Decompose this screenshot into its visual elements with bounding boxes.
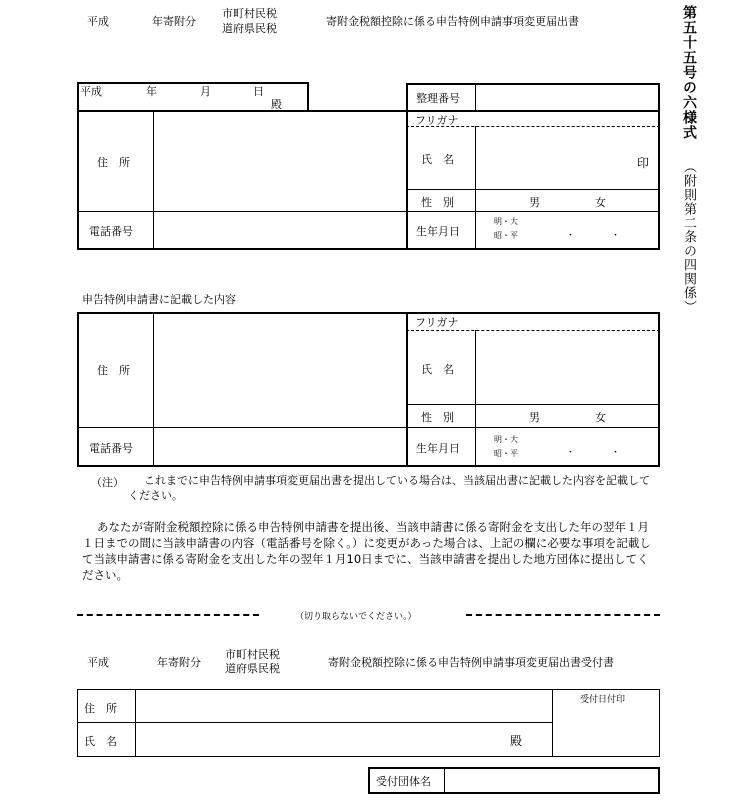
date-month: 月 (200, 85, 211, 98)
header-era: 平成 (87, 15, 109, 28)
form-title: 寄附金税額控除に係る申告特例申請事項変更届出書 (326, 15, 579, 28)
prev-phone-label: 電話番号 (89, 442, 133, 455)
phone-field[interactable] (156, 214, 404, 247)
receipt-era: 平成 (87, 656, 109, 669)
name-label: 氏 名 (421, 153, 454, 166)
birthdate-label: 生年月日 (416, 225, 460, 238)
prev-gender-female-option[interactable]: 女 (595, 411, 606, 424)
name-field[interactable] (478, 129, 628, 187)
cut-line-right (466, 614, 660, 616)
gender-female-option[interactable]: 女 (595, 196, 606, 209)
date-day: 日 (253, 85, 264, 98)
receipt-name-label: 氏 名 (84, 735, 117, 748)
receipt-year-suffix: 年寄附分 (157, 656, 201, 669)
prev-birth-era-top: 明・大 (494, 435, 518, 444)
receiving-organization-field[interactable] (446, 769, 658, 792)
receipt-honorific: 殿 (510, 734, 523, 748)
address-field[interactable] (156, 113, 404, 209)
gender-male-option[interactable]: 男 (529, 196, 540, 209)
receiving-organization-label: 受付団体名 (376, 775, 431, 788)
prev-gender-label: 性 別 (421, 411, 454, 424)
prev-address-label: 住 所 (97, 364, 130, 377)
birth-era-top: 明・大 (494, 217, 518, 226)
prev-address-field[interactable] (156, 315, 404, 425)
addressee-honorific: 殿 (271, 98, 282, 111)
prev-furigana-label: フリガナ (415, 316, 459, 329)
receipt-address-label: 住 所 (84, 702, 117, 715)
note-text: これまでに申告特例申請事項変更届出書を提出している場合は、当該届出書に記載した内容を記載してください。 (128, 474, 650, 502)
receipt-name-field[interactable] (137, 724, 497, 755)
cut-notice: （切り取らないでください。） (295, 612, 417, 622)
prev-birth-era-bottom: 昭・平 (494, 449, 518, 458)
receipt-date-stamp-label: 受付日付印 (580, 695, 626, 705)
header-year-suffix: 年寄附分 (152, 15, 196, 28)
date-year: 年 (146, 85, 157, 98)
instruction-text: あなたが寄附金税額控除に係る申告特例申請書を提出後、当該申請書に係る寄附金を支出した年の翌年１月１日までの間に当該申請書の内容（電話番号を除く。）に変更があった場合は、上記の欄に必要な事項を記載して当該申請書に係る寄附金を支出した年の翌年１月10日までに、当該申請書を提出した地方団体に提出してください。 (82, 520, 651, 582)
prev-name-field[interactable] (478, 333, 656, 401)
prev-birth-date-separators: ・ ・ (566, 448, 621, 458)
address-label: 住 所 (97, 156, 130, 169)
prev-gender-male-option[interactable]: 男 (529, 411, 540, 424)
phone-label: 電話番号 (89, 225, 133, 238)
receipt-address-field[interactable] (137, 691, 550, 720)
furigana-label: フリガナ (415, 114, 459, 127)
reference-number-label: 整理番号 (416, 92, 460, 105)
form-number: 第五十五号の六様式 (681, 5, 697, 140)
birth-era-bottom: 昭・平 (494, 231, 518, 240)
receipt-tax-prefectural: 道府県民税 (225, 662, 280, 675)
prev-name-label: 氏 名 (421, 363, 454, 376)
prev-birthdate-label: 生年月日 (416, 442, 460, 455)
reference-number-field[interactable] (477, 85, 657, 110)
note-mark: （注） (91, 476, 124, 489)
header-tax-municipal: 市町村民税 (222, 7, 277, 20)
form-number-note: （附則第二条の四関係） (681, 160, 696, 314)
prev-phone-field[interactable] (156, 430, 404, 464)
date-era: 平成 (80, 85, 102, 98)
section-previous-title: 申告特例申請書に記載した内容 (82, 293, 236, 306)
header-tax-prefectural: 道府県民税 (222, 22, 277, 35)
seal-mark: 印 (637, 156, 650, 170)
cut-line-left (77, 614, 259, 616)
receipt-title: 寄附金税額控除に係る申告特例申請事項変更届出書受付書 (328, 656, 614, 669)
receipt-tax-municipal: 市町村民税 (225, 648, 280, 661)
birth-date-separators: ・ ・ (566, 231, 621, 241)
gender-label: 性 別 (421, 196, 454, 209)
